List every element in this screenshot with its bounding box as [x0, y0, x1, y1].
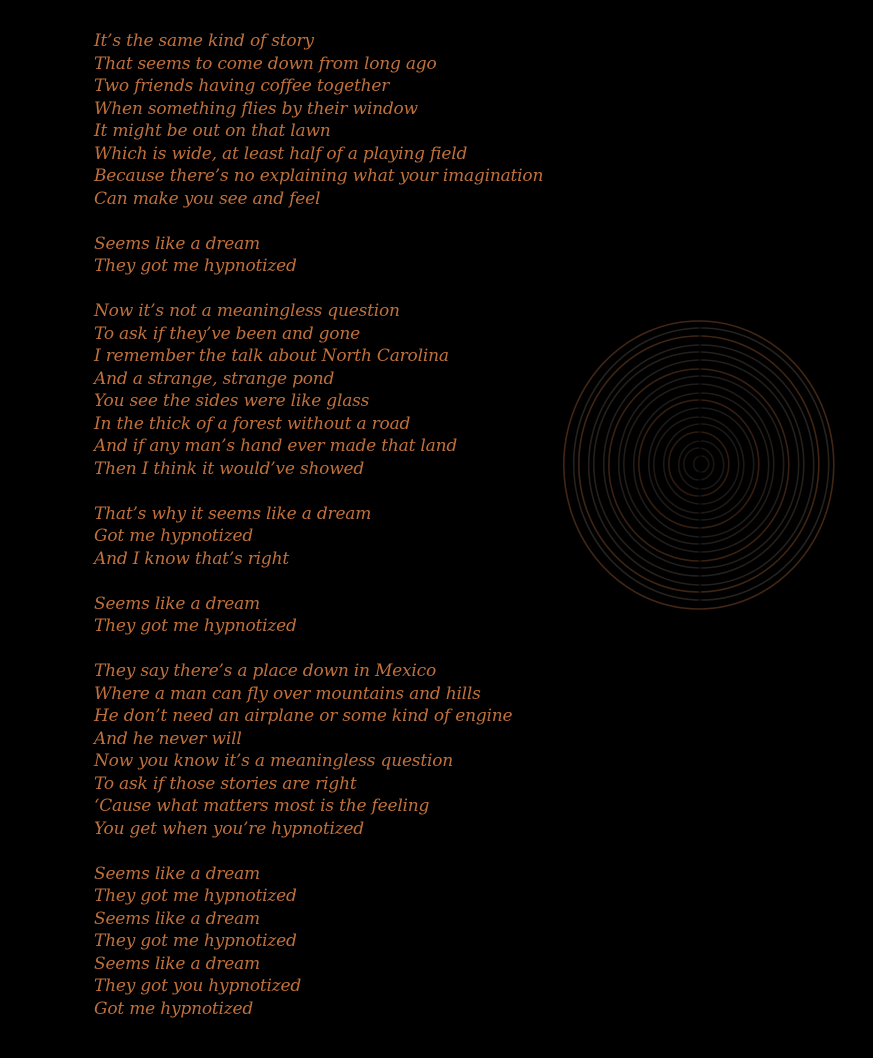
lyric-line: And if any man’s hand ever made that land [94, 436, 458, 456]
stanza-5 [94, 593, 543, 638]
lyric-line: I remember the talk about North Carolina [94, 346, 449, 366]
lyric-line: They got me hypnotized [94, 931, 297, 951]
lyric-line: Where a man can fly over mountains and hills [94, 683, 481, 704]
stanza-2 [94, 233, 543, 278]
lyric-line: To ask if those stories are right [94, 773, 357, 794]
lyric-line: And I know that’s right [94, 548, 289, 569]
lyric-line: You see the sides were like glass [94, 391, 370, 411]
lyric-line: They got me hypnotized [94, 886, 297, 906]
lyric-line: And a strange, strange pond [94, 368, 335, 389]
stanza-4 [94, 503, 543, 571]
lyric-line: Seems like a dream [94, 233, 260, 254]
lyric-line: Now it’s not a meaningless question [94, 301, 400, 321]
lyric-line: Two friends having coffee together [94, 76, 390, 96]
lyric-line: They got me hypnotized [94, 616, 297, 636]
stanza-1 [94, 30, 543, 210]
lyric-line: Seems like a dream [94, 908, 260, 929]
lyric-line: You get when you’re hypnotized [94, 818, 364, 839]
lyric-line: They got you hypnotized [94, 976, 302, 996]
lyric-line: They got me hypnotized [94, 256, 297, 276]
lyric-line: It’s the same kind of story [94, 31, 314, 51]
stanza-7 [94, 863, 543, 1021]
lyric-line: They say there’s a place down in Mexico [94, 661, 437, 681]
lyrics-text [94, 30, 543, 1043]
lyric-line: Can make you see and feel [94, 188, 321, 209]
lyric-line: He don’t need an airplane or some kind of engine [94, 706, 513, 726]
lyric-line: Then I think it would’ve showed [94, 458, 365, 479]
lyric-line: Got me hypnotized [94, 526, 254, 546]
stanza-3 [94, 300, 543, 480]
lyric-line: That’s why it seems like a dream [94, 503, 372, 524]
lyric-line: Which is wide, at least half of a playing field [94, 143, 468, 164]
lyric-line: Seems like a dream [94, 863, 260, 884]
stanza-6 [94, 660, 543, 840]
lyric-line: It might be out on that lawn [94, 121, 331, 141]
lyric-line: When something flies by their window [94, 98, 418, 119]
lyric-line: Got me hypnotized [94, 998, 254, 1019]
lyric-line: That seems to come down from long ago [94, 53, 437, 74]
lyric-line: Now you know it’s a meaningless question [94, 751, 453, 771]
lyric-line: To ask if they’ve been and gone [94, 323, 360, 344]
lyric-line: Seems like a dream [94, 593, 260, 614]
lyric-line: ‘Cause what matters most is the feeling [94, 796, 430, 816]
lyric-line: Seems like a dream [94, 953, 260, 974]
lyric-line: Because there’s no explaining what your imagination [94, 166, 544, 186]
lyric-line: And he never will [94, 728, 242, 749]
spiral-graphic [562, 318, 838, 610]
lyric-line: In the thick of a forest without a road [94, 413, 411, 434]
